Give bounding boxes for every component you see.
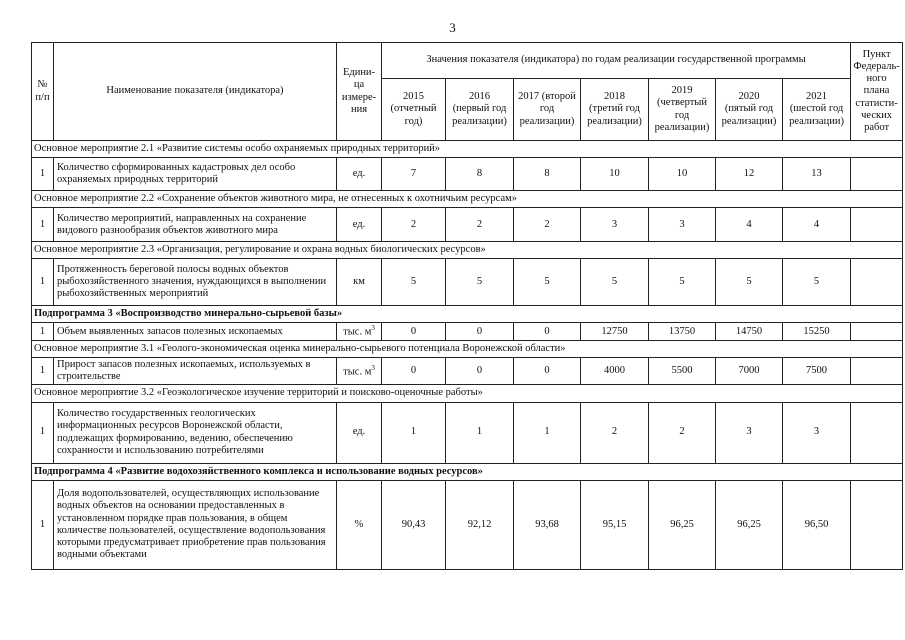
unit-text: тыс. м xyxy=(343,326,372,338)
table-row xyxy=(32,358,903,385)
row-value: 2 xyxy=(382,208,446,242)
row-num: 1 xyxy=(32,402,54,463)
row-name: Доля водопользователей, осуществляющих использование водных объектов на основании предоставленных в установленном порядке прав пользования, в общем количестве пользователей, осуществление водопользования которыми предусматривает приобретение прав пользования водными объектами xyxy=(54,480,337,569)
table-row xyxy=(32,402,903,463)
row-unit xyxy=(337,358,382,385)
row-unit xyxy=(337,323,382,341)
row-value: 0 xyxy=(382,358,446,385)
row-value: 13 xyxy=(783,158,851,191)
row-name: Протяженность береговой полосы водных объектов рыбохозяйственного значения, нуждающихся в выполнении рыбохозяйственных мероприятий xyxy=(54,259,337,306)
row-value: 0 xyxy=(382,323,446,341)
header-year-value: 2018 xyxy=(604,91,625,103)
row-value: 14750 xyxy=(716,323,783,341)
row-value: 5 xyxy=(716,259,783,306)
row-value: 5 xyxy=(382,259,446,306)
row-num: 1 xyxy=(32,480,54,569)
row-unit xyxy=(337,480,382,569)
row-value: 8 xyxy=(446,158,514,191)
row-num: 1 xyxy=(32,158,54,191)
row-value: 10 xyxy=(649,158,716,191)
row-plan xyxy=(851,259,903,306)
row-value: 2 xyxy=(514,208,581,242)
table-row xyxy=(32,208,903,242)
row-value: 10 xyxy=(581,158,649,191)
row-value: 5 xyxy=(783,259,851,306)
row-unit xyxy=(337,259,382,306)
row-num: 1 xyxy=(32,323,54,341)
row-plan xyxy=(851,402,903,463)
unit-text: ед. xyxy=(352,168,366,180)
section-title: Основное мероприятие 2.1 «Развитие системы особо охраняемых природных территорий» xyxy=(32,141,903,158)
header-year-note: год реализации) xyxy=(519,103,575,127)
row-unit xyxy=(337,158,382,191)
row-plan xyxy=(851,323,903,341)
unit-text: % xyxy=(354,518,364,530)
table-row xyxy=(32,259,903,306)
row-plan xyxy=(851,358,903,385)
row-num: 1 xyxy=(32,208,54,242)
row-value: 8 xyxy=(514,158,581,191)
row-value: 5 xyxy=(649,259,716,306)
row-value: 90,43 xyxy=(382,480,446,569)
header-year-note: (шестой год реализации) xyxy=(789,103,844,127)
row-value: 7000 xyxy=(716,358,783,385)
header-year-4 xyxy=(649,79,716,141)
row-value: 5 xyxy=(581,259,649,306)
unit-text: ед. xyxy=(352,426,366,438)
row-value: 0 xyxy=(514,358,581,385)
section-header-row xyxy=(32,341,903,358)
subprogram-title: Подпрограмма 3 «Воспроизводство минерально-сырьевой базы» xyxy=(32,306,903,323)
row-value: 0 xyxy=(514,323,581,341)
row-value: 4 xyxy=(783,208,851,242)
page-number: 3 xyxy=(449,20,456,35)
section-title: Основное мероприятие 3.2 «Геоэкологическое изучение территорий и поисково-оценочные работы» xyxy=(32,385,903,402)
section-header-row xyxy=(32,141,903,158)
header-year-note: (четвертый год реализации) xyxy=(654,97,710,133)
header-year-note: (пятый год реализации) xyxy=(721,103,777,127)
header-year-5 xyxy=(716,79,783,141)
header-year-value: 2021 xyxy=(806,91,828,103)
row-value: 2 xyxy=(649,402,716,463)
row-plan xyxy=(851,158,903,191)
row-value: 96,50 xyxy=(783,480,851,569)
table-row xyxy=(32,158,903,191)
row-value: 7 xyxy=(382,158,446,191)
row-value: 2 xyxy=(446,208,514,242)
row-value: 3 xyxy=(581,208,649,242)
row-name: Количество сформированных кадастровых дел особо охраняемых природных территорий xyxy=(54,158,337,191)
row-unit xyxy=(337,208,382,242)
row-value: 5 xyxy=(514,259,581,306)
header-unit: Едини-ца измере-ния xyxy=(337,43,382,141)
row-value: 0 xyxy=(446,323,514,341)
header-year-value: 2015 xyxy=(403,91,424,103)
row-value: 3 xyxy=(716,402,783,463)
unit-text: км xyxy=(353,276,365,288)
row-value: 13750 xyxy=(649,323,716,341)
row-value: 4000 xyxy=(581,358,649,385)
header-year-note: (первый год реализации) xyxy=(452,103,507,127)
table-row xyxy=(32,323,903,341)
section-header-row xyxy=(32,191,903,208)
row-value: 96,25 xyxy=(649,480,716,569)
header-year-value: 2016 xyxy=(469,91,490,103)
header-year-value: 2020 xyxy=(738,91,760,103)
subprogram-header-row xyxy=(32,463,903,480)
row-name: Количество мероприятий, направленных на сохранение видового разнообразия объектов животного мира xyxy=(54,208,337,242)
header-year-value: 2017 (второй xyxy=(518,91,576,103)
section-header-row xyxy=(32,385,903,402)
header-year-1 xyxy=(446,79,514,141)
header-year-0 xyxy=(382,79,446,141)
row-value: 92,12 xyxy=(446,480,514,569)
row-value: 3 xyxy=(783,402,851,463)
row-value: 93,68 xyxy=(514,480,581,569)
row-value: 96,25 xyxy=(716,480,783,569)
section-title: Основное мероприятие 2.2 «Сохранение объектов животного мира, не отнесенных к охотничьим ресурсам» xyxy=(32,191,903,208)
row-value: 15250 xyxy=(783,323,851,341)
subprogram-title: Подпрограмма 4 «Развитие водохозяйственного комплекса и использование водных ресурсов» xyxy=(32,463,903,480)
header-year-3 xyxy=(581,79,649,141)
row-num: 1 xyxy=(32,259,54,306)
row-value: 95,15 xyxy=(581,480,649,569)
row-plan xyxy=(851,208,903,242)
header-name: Наименование показателя (индикатора) xyxy=(54,43,337,141)
unit-superscript: 3 xyxy=(371,324,375,333)
row-plan xyxy=(851,480,903,569)
subprogram-header-row xyxy=(32,306,903,323)
row-value: 4 xyxy=(716,208,783,242)
row-num: 1 xyxy=(32,358,54,385)
row-value: 12750 xyxy=(581,323,649,341)
row-value: 5500 xyxy=(649,358,716,385)
header-values-title: Значения показателя (индикатора) по годам реализации государственной программы xyxy=(382,43,851,79)
header-year-value: 2019 xyxy=(671,85,693,97)
table-row xyxy=(32,480,903,569)
row-value: 3 xyxy=(649,208,716,242)
row-value: 1 xyxy=(382,402,446,463)
row-name: Количество государственных геологических информационных ресурсов Воронежской области, подлежащих формированию, ведению, обеспечению сохранности и использованию потребителями xyxy=(54,402,337,463)
indicators-table xyxy=(31,42,903,570)
unit-superscript: 3 xyxy=(371,364,375,373)
row-value: 1 xyxy=(446,402,514,463)
row-name: Объем выявленных запасов полезных ископаемых xyxy=(54,323,337,341)
row-value: 12 xyxy=(716,158,783,191)
unit-text: ед. xyxy=(352,218,366,230)
section-title: Основное мероприятие 3.1 «Геолого-экономическая оценка минерально-сырьевого потенциала Воронежской области» xyxy=(32,341,903,358)
header-year-6 xyxy=(783,79,851,141)
row-name: Прирост запасов полезных ископаемых, используемых в строительстве xyxy=(54,358,337,385)
section-header-row xyxy=(32,242,903,259)
header-num: № п/п xyxy=(32,43,54,141)
header-plan: Пункт Федераль-ного плана статисти-ческих работ xyxy=(851,43,903,141)
section-title: Основное мероприятие 2.3 «Организация, регулирование и охрана водных биологических ресурсов» xyxy=(32,242,903,259)
row-unit xyxy=(337,402,382,463)
row-value: 0 xyxy=(446,358,514,385)
header-year-note: (отчетный год) xyxy=(390,103,437,127)
unit-text: тыс. м xyxy=(343,366,372,378)
row-value: 7500 xyxy=(783,358,851,385)
header-year-2 xyxy=(514,79,581,141)
row-value: 1 xyxy=(514,402,581,463)
header-year-note: (третий год реализации) xyxy=(587,103,642,127)
row-value: 2 xyxy=(581,402,649,463)
row-value: 5 xyxy=(446,259,514,306)
